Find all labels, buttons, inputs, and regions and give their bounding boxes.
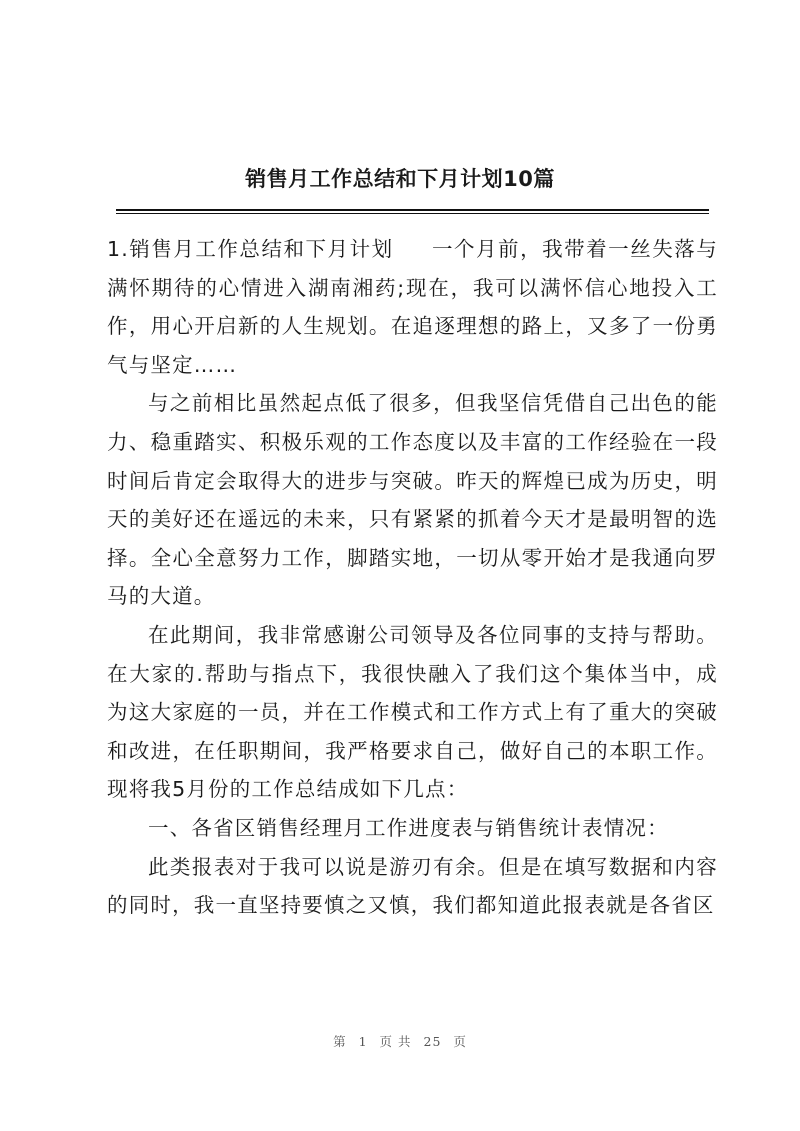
footer-label-page: 第 (333, 1034, 347, 1049)
footer-total-pages: 25 (423, 1034, 442, 1049)
title-rule-thin (116, 213, 709, 214)
paragraph: 此类报表对于我可以说是游刃有余。但是在填写数据和内容的同时，我一直坚持要慎之又慎，我们都知道此报表就是各省区 (107, 854, 718, 918)
paragraph: 在此期间，我非常感谢公司领导及各位同事的支持与帮助。在大家的.帮助与指点下，我很快融入了我们这个集体当中，成为这大家庭的一员，并在工作模式和工作方式上有了重大的突破和改进，在任职期间，我严格要求自己，做好自己的本职工作。现将我5月份的工作总结成如下几点： (107, 622, 718, 802)
intro-text: 一个月前，我带着一丝失落与满怀期待的心情进入湖南湘药;现在，我可以满怀信心地投入工作，用心开启新的人生规划。在追逐理想的路上，又多了一份勇气与坚定…… (107, 237, 718, 377)
section-heading: 一、各省区销售经理月工作进度表与销售统计表情况： (148, 815, 669, 840)
page-footer (0, 1032, 800, 1050)
paragraph: 与之前相比虽然起点低了很多，但我坚信凭借自己出色的能力、稳重踏实、积极乐观的工作态度以及丰富的工作经验在一段时间后肯定会取得大的进步与突破。昨天的辉煌已成为历史，明天的美好还在遥远的未来，只有紧紧的抓着今天才是最明智的选择。全心全意努力工作，脚踏实地，一切从零开始才是我通向罗马的大道。 (107, 391, 718, 609)
title-rule-thick (116, 209, 709, 211)
document-body (107, 230, 718, 925)
footer-label-pages: 页 (453, 1034, 467, 1049)
footer-current-page: 1 (358, 1034, 368, 1049)
document-title: 销售月工作总结和下月计划10篇 (245, 167, 555, 191)
intro-paragraph (107, 230, 718, 384)
intro-heading: 1.销售月工作总结和下月计划 (107, 237, 394, 261)
footer-label-of: 页 共 (379, 1034, 412, 1049)
